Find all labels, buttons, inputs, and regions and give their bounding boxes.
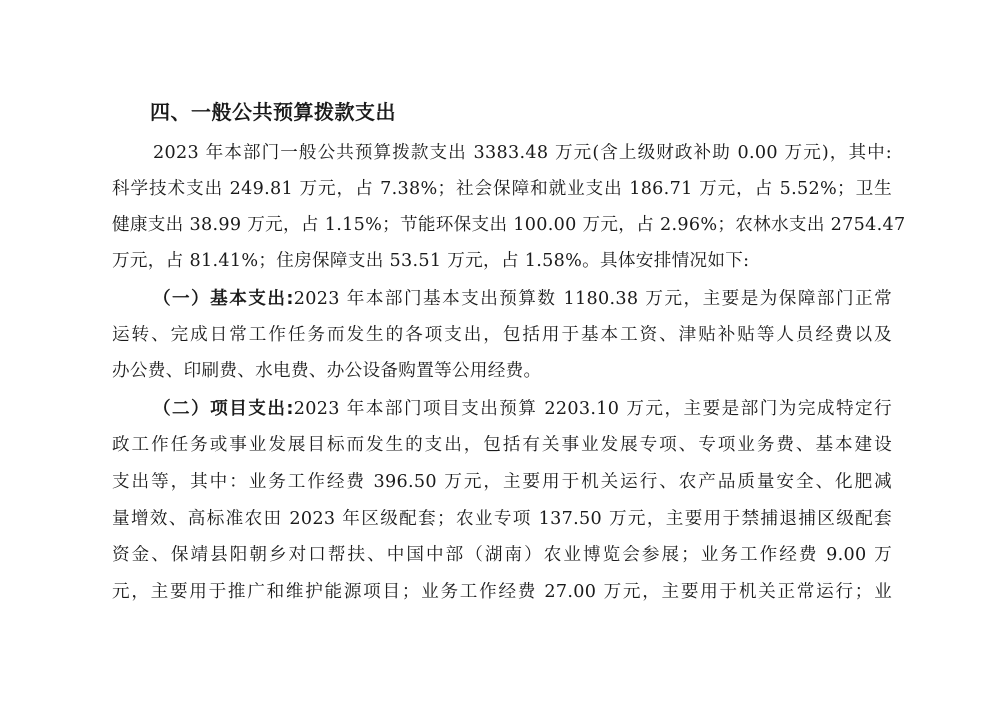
paragraph-line: 政工作任务或事业发展目标而发生的支出，包括有关事业发展专项、专项业务费、基本建设 bbox=[112, 435, 892, 455]
paragraph-line: 办公费、印刷费、水电费、办公设备购置等公用经费。 bbox=[112, 361, 542, 381]
subheading-basic-expenditure: （一）基本支出: bbox=[153, 289, 294, 309]
paragraph-first-line bbox=[153, 286, 892, 312]
paragraph-text: 2023 年本部门项目支出预算 2203.10 万元，主要是部门为完成特定行 bbox=[293, 399, 892, 419]
section-heading: 四、一般公共预算拨款支出 bbox=[150, 100, 396, 124]
paragraph-line: 元，主要用于推广和维护能源项目；业务工作经费 27.00 万元，主要用于机关正常运行；业 bbox=[112, 582, 892, 602]
paragraph-text: 2023 年本部门基本支出预算数 1180.38 万元，主要是为保障部门正常 bbox=[293, 289, 892, 309]
subheading-project-expenditure: （二）项目支出: bbox=[153, 399, 294, 419]
paragraph-first-line bbox=[153, 396, 892, 422]
paragraph-line: 健康支出 38.99 万元，占 1.15%；节能环保支出 100.00 万元，占 2.96%；农林水支出 2754.47 bbox=[112, 215, 906, 235]
paragraph-line: 运转、完成日常工作任务而发生的各项支出，包括用于基本工资、津贴补贴等人员经费以及 bbox=[112, 325, 892, 345]
paragraph-line: 资金、保靖县阳朝乡对口帮扶、中国中部（湖南）农业博览会参展；业务工作经费 9.00 万 bbox=[112, 545, 892, 565]
paragraph-line: 万元，占 81.41%；住房保障支出 53.51 万元，占 1.58%。具体安排情况如下: bbox=[112, 251, 750, 271]
paragraph-line: 支出等，其中：业务工作经费 396.50 万元，主要用于机关运行、农产品质量安全、化肥减 bbox=[112, 472, 892, 492]
paragraph-line: 2023 年本部门一般公共预算拨款支出 3383.48 万元(含上级财政补助 0.00 万元)，其中: bbox=[153, 143, 892, 163]
paragraph-line: 科学技术支出 249.81 万元，占 7.38%；社会保障和就业支出 186.71 万元，占 5.52%；卫生 bbox=[112, 179, 892, 199]
paragraph-line: 量增效、高标准农田 2023 年区级配套；农业专项 137.50 万元，主要用于禁捕退捕区级配套 bbox=[112, 509, 892, 529]
